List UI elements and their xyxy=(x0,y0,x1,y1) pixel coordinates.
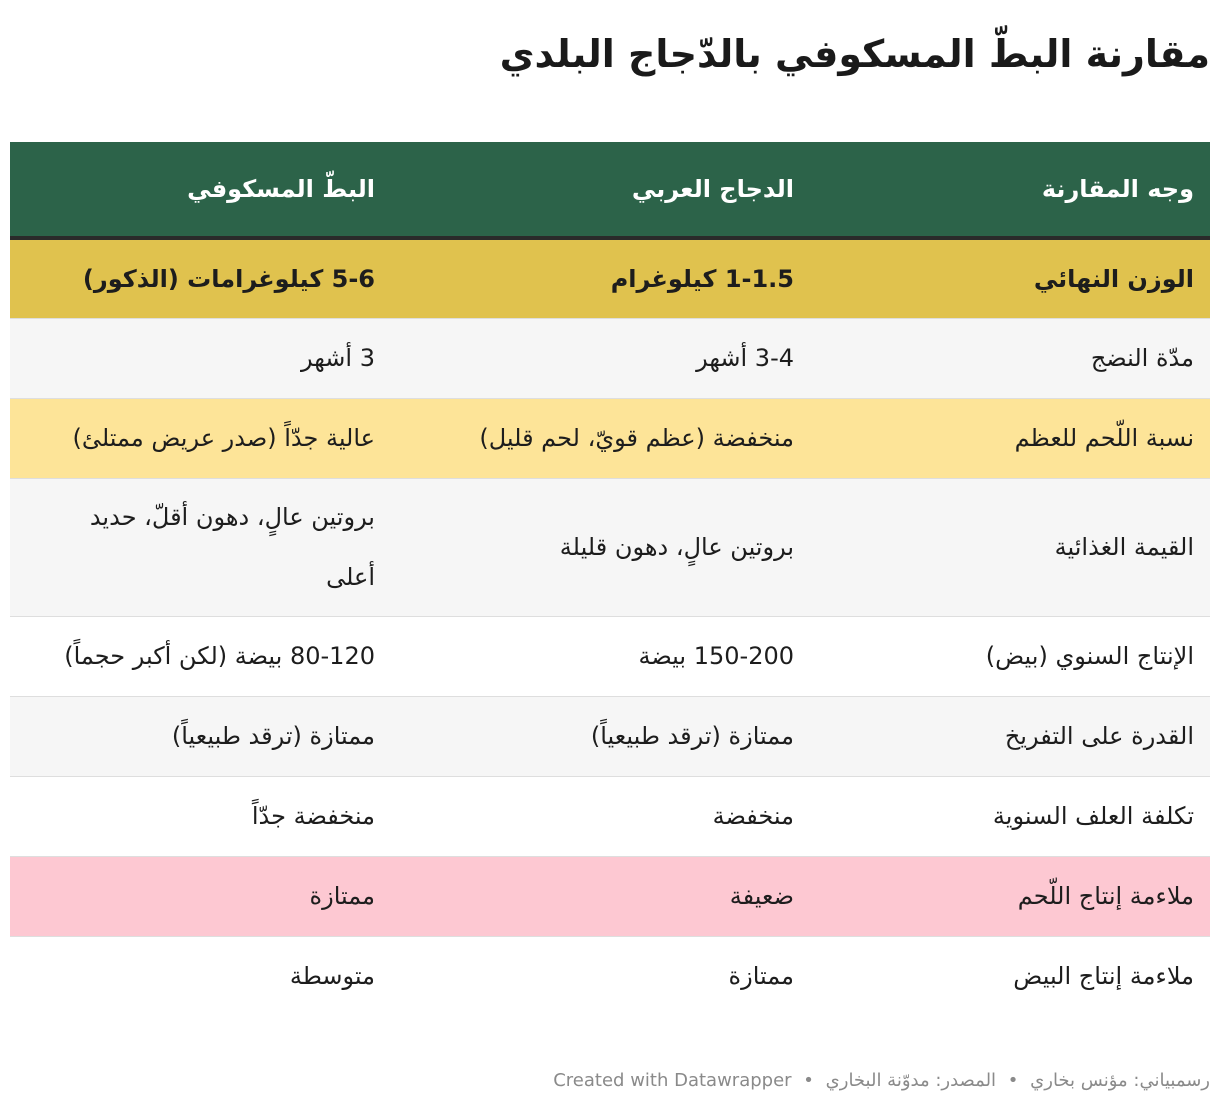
comparison-table xyxy=(10,142,1210,1016)
table-body xyxy=(10,238,1210,1016)
cell-duck: منخفضة جدّاً xyxy=(251,802,375,830)
table-row-final-weight xyxy=(10,238,1210,318)
header-arab-chicken: الدجاج العربي xyxy=(631,175,794,203)
footer-separator: • xyxy=(803,1070,814,1091)
header-muscovy-duck: البطّ المسكوفي xyxy=(187,175,375,203)
chart-footer xyxy=(553,1068,1210,1094)
cell-chicken: ممتازة (ترقد طبيعياً) xyxy=(590,722,794,750)
cell-duck: بروتين عالٍ، دهون أقلّ، حديد أعلى xyxy=(89,503,375,591)
cell-aspect: الإنتاج السنوي (بيض) xyxy=(985,642,1194,670)
footer-source: المصدر: مدوّنة البخاري xyxy=(825,1070,997,1091)
page-title: مقارنة البطّ المسكوفي بالدّجاج البلدي xyxy=(499,32,1210,76)
header-aspect: وجه المقارنة xyxy=(1041,175,1194,203)
table-row-meat-suitability xyxy=(10,856,1210,936)
cell-aspect: مدّة النضج xyxy=(1090,344,1194,372)
cell-chicken: منخفضة xyxy=(712,802,794,830)
table-row-hatching xyxy=(10,696,1210,776)
cell-duck: عالية جدّاً (صدر عريض ممتلئ) xyxy=(72,424,375,452)
footer-tool-link[interactable]: Created with Datawrapper xyxy=(553,1070,792,1091)
cell-chicken: ضعيفة xyxy=(729,882,794,910)
cell-aspect: نسبة اللّحم للعظم xyxy=(1014,424,1194,452)
cell-aspect: القدرة على التفريخ xyxy=(1004,722,1194,750)
table-row-feed-cost xyxy=(10,776,1210,856)
cell-duck: ممتازة (ترقد طبيعياً) xyxy=(171,722,375,750)
cell-chicken: 3-4 أشهر xyxy=(696,344,794,372)
table-row-egg-suitability xyxy=(10,936,1210,1016)
cell-chicken: 1-1.5 كيلوغرام xyxy=(610,264,794,293)
cell-duck: متوسطة xyxy=(289,962,375,991)
page xyxy=(10,0,1210,1114)
footer-credit: رسمبياني: مؤنس بخاري xyxy=(1030,1070,1210,1091)
cell-chicken: بروتين عالٍ، دهون قليلة xyxy=(559,533,794,561)
table-row-maturity xyxy=(10,318,1210,398)
cell-aspect: القيمة الغذائية xyxy=(1054,533,1194,561)
table-row-nutrition xyxy=(10,478,1210,616)
table-row-meat-bone-ratio xyxy=(10,398,1210,478)
cell-aspect: تكلفة العلف السنوية xyxy=(992,802,1194,830)
cell-duck: 5-6 كيلوغرامات (الذكور) xyxy=(82,264,375,293)
cell-aspect: ملاءمة إنتاج البيض xyxy=(1013,962,1194,991)
cell-aspect: الوزن النهائي xyxy=(1033,264,1194,293)
cell-aspect: ملاءمة إنتاج اللّحم xyxy=(1017,882,1194,910)
cell-chicken: ممتازة xyxy=(728,962,794,991)
cell-duck: 3 أشهر xyxy=(301,344,375,372)
cell-chicken: 150-200 بيضة xyxy=(638,642,794,670)
table-header xyxy=(10,142,1210,238)
table-row-egg-production xyxy=(10,616,1210,696)
cell-duck: ممتازة xyxy=(309,882,375,910)
cell-duck: 80-120 بيضة (لكن أكبر حجماً) xyxy=(64,642,375,670)
header-row xyxy=(10,142,1210,238)
footer-separator: • xyxy=(1007,1070,1019,1091)
cell-chicken: منخفضة (عظم قويّ، لحم قليل) xyxy=(479,424,794,452)
